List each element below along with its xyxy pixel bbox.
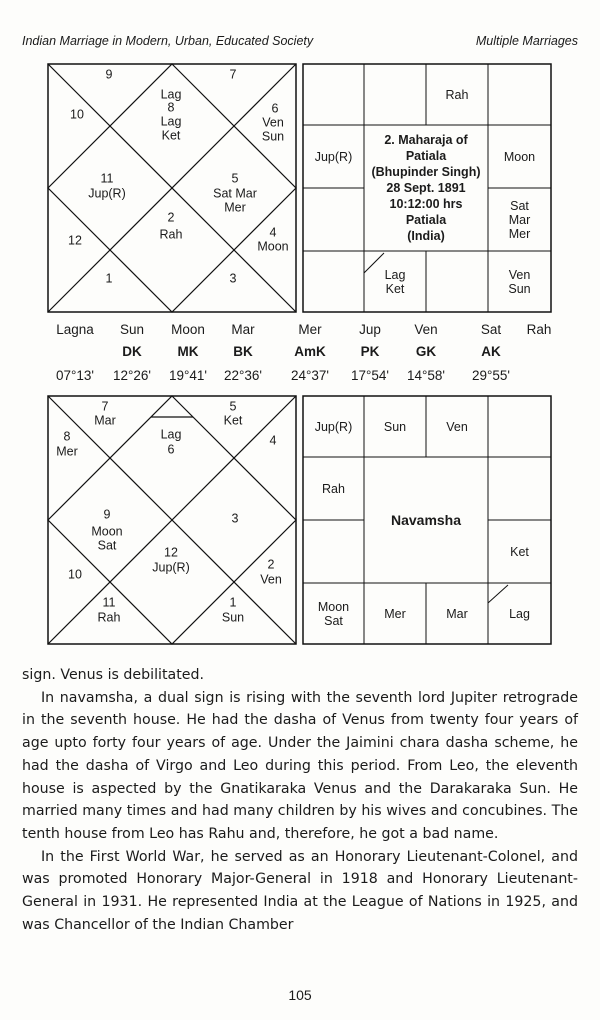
body-text	[22, 664, 578, 936]
navamsha-north-house-number: 9	[103, 507, 111, 522]
rasi-north-house-number: 12	[68, 233, 82, 248]
birth-info-line: (Bhupinder Singh)	[371, 165, 481, 179]
birth-info-line: Patiala	[405, 149, 447, 163]
running-header-title: Indian Marriage in Modern, Urban, Educated Society	[22, 34, 314, 48]
navamsha-south-cell: Rah	[322, 481, 345, 496]
navamsha-south-cell: Sun	[383, 419, 407, 434]
rasi-south-cell: Jup(R)	[314, 149, 353, 164]
table-planet-label: Jup	[359, 322, 381, 337]
table-karaka-label: DK	[122, 344, 142, 359]
page-number: 105	[288, 987, 312, 1003]
table-degree-value: 12°26'	[112, 368, 152, 383]
birth-info-panel	[364, 125, 488, 251]
navamsha-north-house6-planets: Jup(R)	[152, 560, 190, 575]
rasi-north-house-number: 8	[167, 100, 175, 115]
navamsha-north-house-number: 10	[68, 567, 82, 582]
rasi-north-house-number: 3	[229, 271, 237, 286]
rasi-north-house6-planets: Sat Mar Mer	[213, 186, 257, 214]
rasi-north-house4-planets: Ven Sun	[261, 115, 285, 143]
navamsha-north-house-number: 11	[102, 595, 116, 610]
birth-info-line: Patiala	[405, 213, 447, 227]
table-karaka-label: BK	[233, 344, 253, 359]
navamsha-title: Navamsha	[390, 512, 462, 528]
rasi-north-house7-planets: Rah	[159, 227, 183, 242]
navamsha-north-house-number: 3	[231, 511, 239, 526]
table-karaka-label: MK	[177, 344, 199, 359]
rasi-north-house-number: 6	[271, 101, 279, 116]
rasi-north-house-number: 11	[100, 171, 114, 186]
table-degree-value: 29°55'	[471, 368, 511, 383]
table-degree-value: 14°58'	[406, 368, 446, 383]
navamsha-north-house-number: 12	[164, 545, 178, 560]
rasi-south-cell: Moon	[503, 149, 536, 164]
paragraph: In the First World War, he served as an Honorary Lieutenant-Colonel, and was promoted Honorary Major-General in 1918 and Honorary Lieutenant-General in 1931. He represented India at the League of Nations in 1925, and was Chancellor of the Indian Chamber	[22, 848, 578, 933]
navamsha-north-house-number: 6	[167, 442, 175, 457]
navamsha-north-house-number: 4	[269, 433, 277, 448]
navamsha-north-house8-planets: Rah	[97, 610, 121, 625]
table-planet-label: Moon	[171, 322, 205, 337]
rasi-north-house-number: 2	[167, 210, 175, 225]
rasi-chart-south	[302, 63, 552, 313]
table-planet-label: Ven	[414, 322, 438, 337]
rasi-south-cell: Sat Mar Mer	[508, 198, 531, 241]
table-planet-label: Mar	[231, 322, 255, 337]
navamsha-north-house9-planets: Sun	[221, 610, 245, 625]
navamsha-south-cell: Moon Sat	[317, 599, 350, 628]
navamsha-south-cell: Ven	[446, 419, 468, 434]
birth-info-line: 28 Sept. 1891	[386, 181, 466, 195]
paragraph: In navamsha, a dual sign is rising with the seventh lord Jupiter retrograde in the seventh house. He had the dasha of Venus from twenty four years of age upto forty four years of age. Under the Jaimini chara dasha scheme, he had the dasha of Virgo and Leo during this period. From Leo, the eleventh house is aspected by the Gnatikaraka Venus and the Darakaraka Sun. He married many times and had many children by his wives and concubines. The tenth house from Leo has Rahu and, therefore, he got a bad name.	[22, 689, 578, 842]
table-karaka-label: AK	[481, 344, 501, 359]
table-degree-value: 24°37'	[290, 368, 330, 383]
running-header-section: Multiple Marriages	[475, 34, 578, 48]
rasi-north-house-number: 4	[269, 225, 277, 240]
table-karaka-label: GK	[415, 344, 437, 359]
rasi-north-house-number: 10	[70, 107, 84, 122]
navamsha-north-house3-planets: Mar	[94, 413, 116, 428]
navamsha-north-house-number: 8	[63, 429, 71, 444]
table-planet-label: Sat	[480, 322, 502, 337]
navamsha-chart-north	[47, 395, 297, 645]
rasi-north-house-number: 1	[105, 271, 113, 286]
table-planet-label: Sun	[119, 322, 145, 337]
navamsha-north-house2-planets: Ket	[223, 413, 243, 428]
navamsha-north-house4-planets: Mer	[56, 444, 78, 459]
navamsha-south-cell: Ket	[510, 544, 529, 559]
navamsha-south-cell: Jup(R)	[314, 419, 353, 434]
rasi-chart-north	[47, 63, 297, 313]
navamsha-north-house-number: 7	[101, 399, 109, 414]
rasi-north-house-number: 9	[105, 67, 113, 82]
navamsha-north-house7-planets: Ven	[260, 572, 282, 587]
table-karaka-label: PK	[360, 344, 380, 359]
navamsha-south-cell: Mer	[384, 606, 406, 621]
table-degree-value: 17°54'	[350, 368, 390, 383]
rasi-north-lagna-label: Lag	[160, 87, 182, 102]
rasi-north-house8-planets: Moon	[257, 239, 289, 254]
birth-info-line: 2. Maharaja of	[384, 133, 468, 147]
navamsha-north-house-number: 2	[267, 557, 275, 572]
rasi-south-cell: Lag Ket	[384, 267, 406, 296]
table-degree-value: 19°41'	[168, 368, 208, 383]
paragraph: sign. Venus is debilitated.	[22, 667, 205, 683]
rasi-south-cell: Rah	[445, 87, 469, 102]
birth-info-line: 10:12:00 hrs	[389, 197, 463, 211]
table-karaka-label: AmK	[294, 344, 326, 359]
table-planet-label: Lagna	[56, 322, 94, 337]
navamsha-south-cell: Lag	[509, 606, 530, 621]
rasi-south-cell: Ven Sun	[508, 267, 531, 296]
rasi-north-house1-ket: Lag Ket	[160, 114, 182, 142]
navamsha-north-house5-planets: Moon Sat	[91, 524, 123, 552]
rasi-north-house5-planets: Jup(R)	[88, 186, 126, 201]
table-degree-value: 07°13'	[55, 368, 95, 383]
navamsha-south-cell: Mar	[446, 606, 468, 621]
navamsha-chart-south	[302, 395, 552, 645]
navamsha-north-house1-planets: Lag	[160, 427, 182, 442]
birth-info-line: (India)	[407, 229, 445, 243]
navamsha-north-house-number: 1	[229, 595, 237, 610]
rasi-north-house-number: 5	[231, 171, 239, 186]
table-degree-value: 22°36'	[223, 368, 263, 383]
rasi-north-house-number: 7	[229, 67, 237, 82]
table-planet-label: Rah	[526, 322, 552, 337]
table-planet-label: Mer	[298, 322, 322, 337]
navamsha-north-house-number: 5	[229, 399, 237, 414]
